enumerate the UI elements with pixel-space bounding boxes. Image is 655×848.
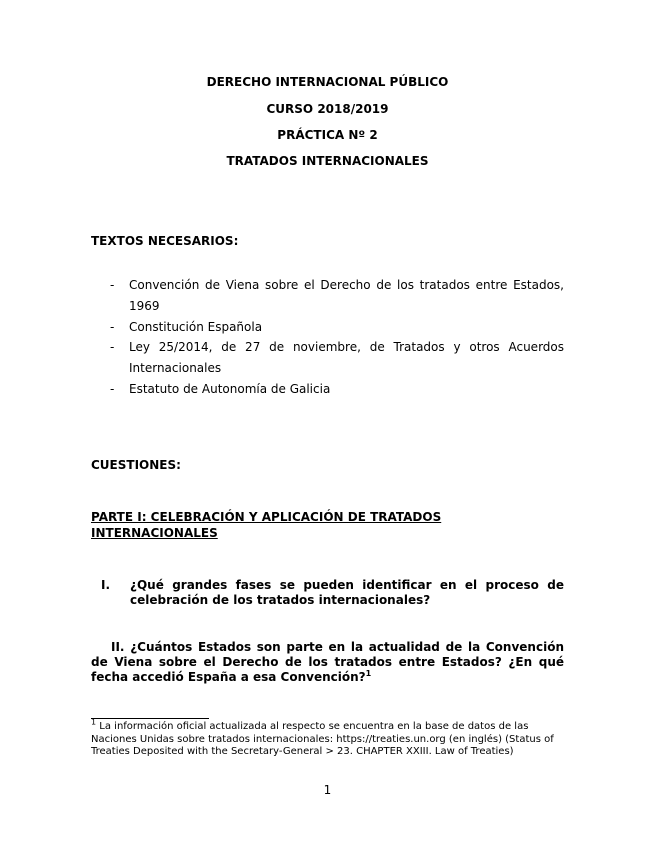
question-text: ¿Qué grandes fases se pueden identificar en el proceso de celebración de los tratados internacionales? [130, 578, 564, 607]
footnote-text: La información oficial actualizada al respecto se encuentra en la base de datos de las Naciones Unidas sobre tratados internacionales: https://treaties.un.org (en inglés) (Status of Treaties Deposited with the Secretary-General > 23. CHAPTER XXIII. Law of Treaties) [91, 721, 554, 758]
list-bullet: - [110, 381, 115, 396]
list-item [91, 275, 564, 317]
list-bullet: - [110, 340, 115, 355]
question-item [91, 640, 564, 685]
list-item-text: Convención de Viena sobre el Derecho de los tratados entre Estados, 1969 [129, 278, 564, 313]
course-year-heading: CURSO 2018/2019 [266, 102, 389, 116]
part-one-title: PARTE I: CELEBRACIÓN Y APLICACIÓN DE TRATADOS INTERNACIONALES [91, 510, 442, 540]
practice-number-heading: PRÁCTICA Nº 2 [277, 128, 378, 142]
list-item-text: Constitución Española [129, 319, 263, 334]
required-texts-title: TEXTOS NECESARIOS: [91, 234, 239, 248]
list-item-text: Ley 25/2014, de 27 de noviembre, de Tratados y otros Acuerdos Internacionales [129, 340, 564, 376]
question-item [91, 578, 564, 608]
course-subject-heading: DERECHO INTERNACIONAL PÚBLICO [206, 75, 449, 89]
question-text: ¿Cuántos Estados son parte en la actualidad de la Convención de Viena sobre el Derecho de los tratados entre Estados? ¿En qué fecha accedió España a esa Convención? [91, 640, 564, 684]
footnote [91, 717, 564, 759]
footnote-marker: 1 [91, 717, 97, 727]
question-number: II. [111, 640, 125, 654]
practice-topic-heading: TRATADOS INTERNACIONALES [226, 154, 429, 168]
question-number: I. [101, 578, 111, 592]
list-item [91, 379, 564, 400]
list-item-text: Estatuto de Autonomía de Galicia [129, 381, 331, 396]
required-texts-list [91, 275, 564, 400]
list-item [91, 337, 564, 379]
list-item [91, 317, 564, 338]
footnote-reference[interactable]: 1 [365, 669, 372, 678]
list-bullet: - [110, 319, 115, 334]
questions-title: CUESTIONES: [91, 458, 181, 472]
list-bullet: - [110, 278, 115, 292]
page-number: 1 [323, 783, 332, 797]
footnote-separator [91, 718, 209, 719]
